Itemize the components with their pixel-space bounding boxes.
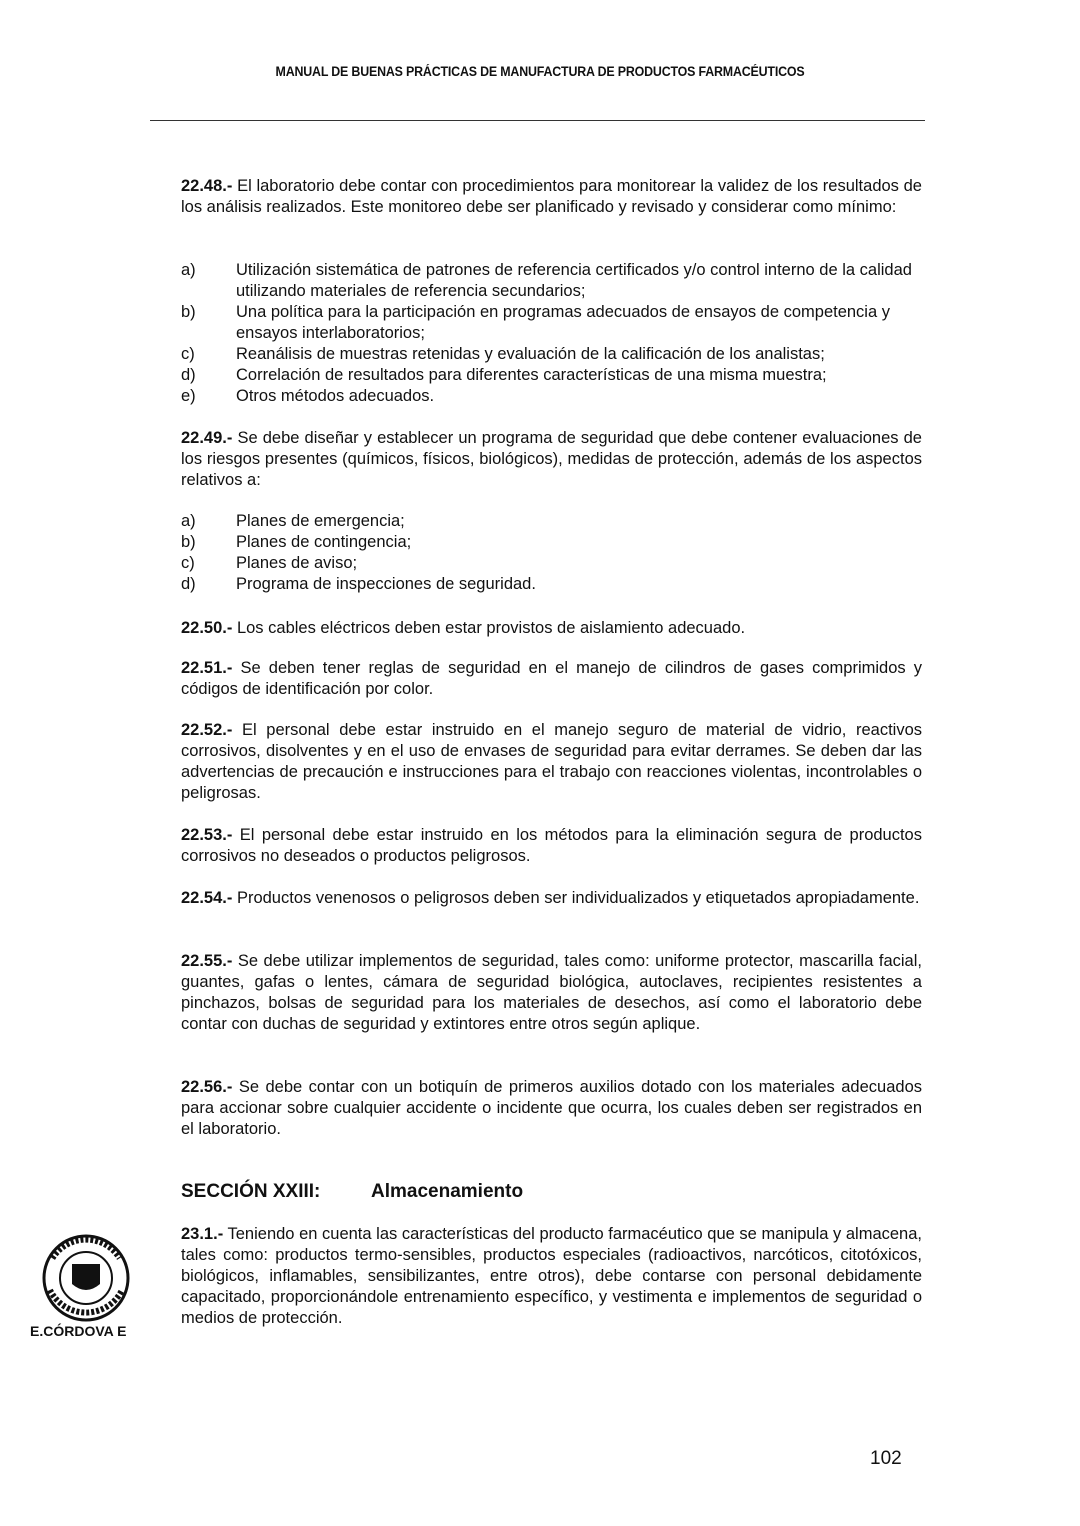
list-marker: c): [181, 345, 195, 363]
header-rule: [150, 120, 925, 121]
list-text: Programa de inspecciones de seguridad.: [236, 575, 536, 593]
list-marker: a): [181, 261, 196, 279]
list-marker: a): [181, 512, 196, 530]
paragraph-22-56: 22.56.- Se debe contar con un botiquín de primeros auxilios dotado con los materiales adecuados para accionar sobre cualquier accidente o incidente que ocurra, los cuales deben ser registrados en el laboratorio.: [181, 1078, 922, 1138]
list-text: Planes de aviso;: [236, 554, 358, 572]
list-item: [181, 553, 922, 574]
list-item: [181, 260, 922, 302]
paragraph-22-54: 22.54.- Productos venenosos o peligrosos deben ser individualizados y etiquetados apropiadamente.: [181, 889, 920, 907]
paragraph-22-52: 22.52.- El personal debe estar instruido en el manejo seguro de material de vidrio, reactivos corrosivos, disolventes y en el uso de envases de seguridad para evitar derrames. Se deben dar las advertencias de precaución e instrucciones para el trabajo con reacciones violentas, incontrolables o peligrosas.: [181, 721, 922, 802]
paragraph-22-50: 22.50.- Los cables eléctricos deben estar provistos de aislamiento adecuado.: [181, 619, 746, 637]
list-marker: b): [181, 533, 196, 551]
list-text: Otros métodos adecuados.: [236, 387, 435, 405]
list-marker: c): [181, 554, 195, 572]
list-item: [181, 511, 922, 532]
paragraph-23-1: 23.1.- Teniendo en cuenta las características del producto farmacéutico que se manipula y almacena, tales como: productos termo-sensibles, productos especiales (radioactivos, narcóticos, citotóxicos, biológicos, inflamables, sensibilizantes, entre otros), debe contarse con personal debidamente capacitado, proporcionándole entrenamiento específico, y vestimenta e implementos de seguridad o medios de protección.: [181, 1225, 922, 1327]
list-item: [181, 574, 922, 595]
list-item: [181, 532, 922, 553]
list-marker: e): [181, 387, 196, 405]
list-text: Planes de emergencia;: [236, 512, 405, 530]
list-marker: d): [181, 575, 196, 593]
list-text: Planes de contingencia;: [236, 533, 412, 551]
list-item: [181, 365, 922, 386]
list-item: [181, 386, 922, 407]
list-item: [181, 302, 922, 344]
list-22-49: [181, 511, 922, 595]
section-title: Almacenamiento: [371, 1181, 524, 1202]
page-number: 102: [870, 1448, 902, 1469]
list-text: Una política para la participación en programas adecuados de ensayos de competencia y ensayos interlaboratorios;: [236, 303, 890, 342]
list-marker: b): [181, 303, 196, 321]
list-text: Reanálisis de muestras retenidas y evaluación de la calificación de los analistas;: [236, 345, 825, 363]
list-text: Correlación de resultados para diferentes características de una misma muestra;: [236, 366, 827, 384]
section-label: SECCIÓN XXIII:: [181, 1181, 321, 1202]
list-item: [181, 344, 922, 365]
paragraph-22-51: 22.51.- Se deben tener reglas de seguridad en el manejo de cilindros de gases comprimidos y códigos de identificación por color.: [181, 659, 922, 698]
paragraph-22-55: 22.55.- Se debe utilizar implementos de seguridad, tales como: uniforme protector, mascarilla facial, guantes, gafas o lentes, cámara de seguridad biológica, autoclaves, recipientes resistentes a pinchazos, bolsas de seguridad para los materiales de desechos, así como el laboratorio debe contar con duchas de seguridad y extintores entre otros según aplique.: [181, 952, 922, 1033]
list-text: Utilización sistemática de patrones de referencia certificados y/o control interno de la calidad utilizando materiales de referencia secundarios;: [236, 261, 912, 300]
paragraph-22-49: 22.49.- Se debe diseñar y establecer un programa de seguridad que debe contener evaluaciones de los riesgos presentes (químicos, físicos, biológicos), medidas de protección, además de los aspectos relativos a:: [181, 429, 922, 489]
paragraph-22-48: 22.48.- El laboratorio debe contar con procedimientos para monitorear la validez de los resultados de los análisis realizados. Este monitoreo debe ser planificado y revisado y considerar como mínimo:: [181, 177, 922, 216]
seal-signature-name: E.CÓRDOVA E: [30, 1323, 127, 1339]
running-header: MANUAL DE BUENAS PRÁCTICAS DE MANUFACTURA DE PRODUCTOS FARMACÉUTICOS: [275, 64, 805, 79]
paragraph-22-53: 22.53.- El personal debe estar instruido en los métodos para la eliminación segura de productos corrosivos no deseados o productos peligrosos.: [181, 826, 922, 865]
section-heading: [181, 1181, 561, 1203]
list-marker: d): [181, 366, 196, 384]
list-22-48: [181, 260, 922, 407]
